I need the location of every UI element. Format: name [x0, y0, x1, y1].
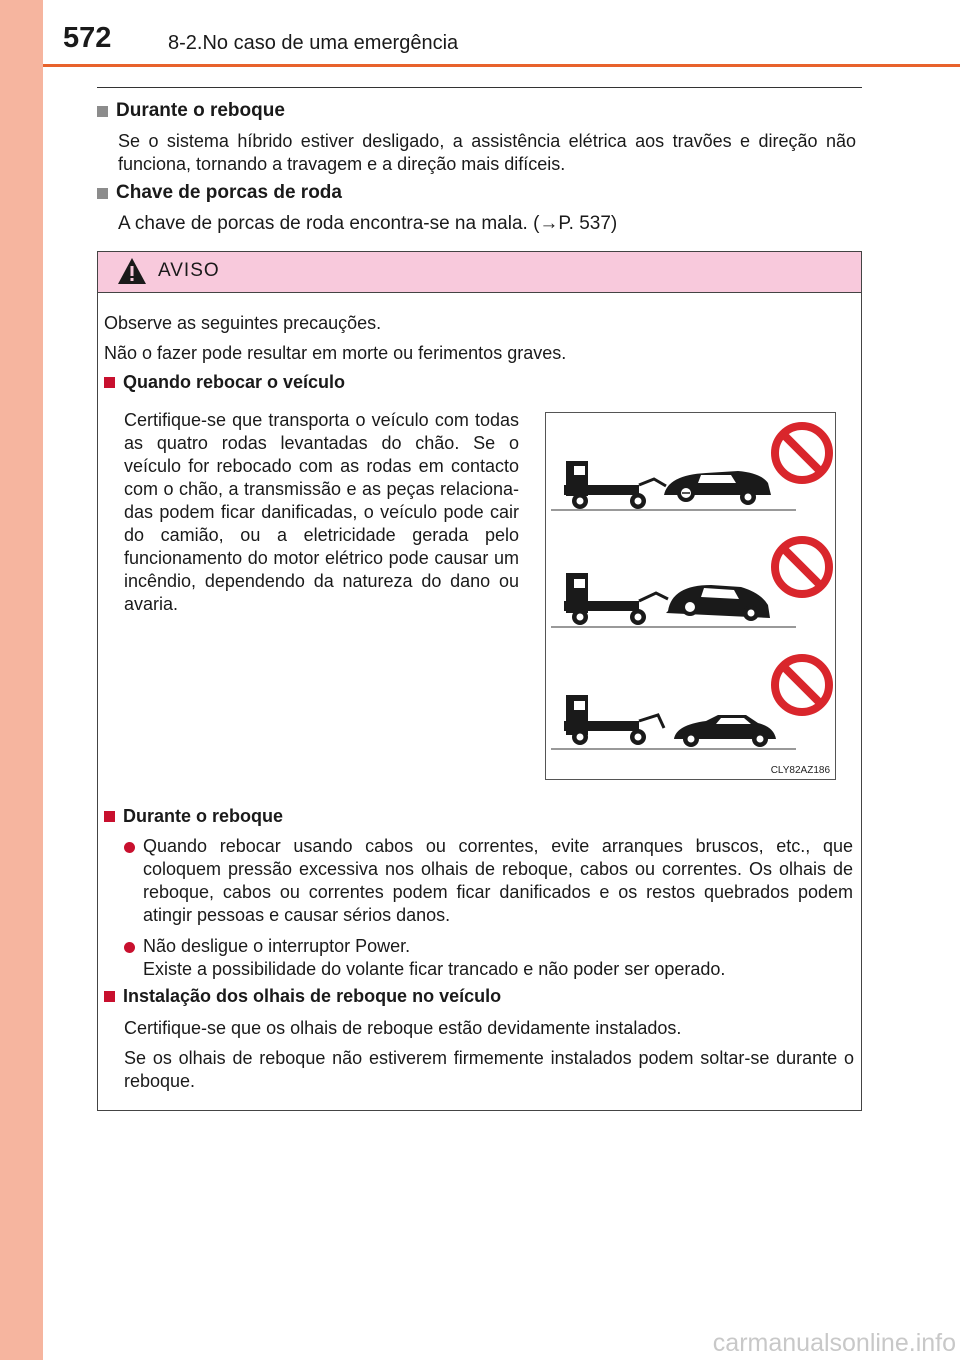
towing-illustration	[545, 412, 836, 780]
warning-subheading-installation	[104, 986, 501, 1007]
tow-row-2	[551, 540, 829, 627]
side-strip	[0, 0, 43, 1360]
tow-row-1	[551, 426, 829, 510]
bullet-line: Não desligue o interruptor Power.	[143, 936, 411, 956]
figure-code: CLY82AZ186	[770, 765, 830, 776]
warning-subheading-towing-vehicle	[104, 372, 345, 393]
warning-intro-1: Observe as seguintes precauções.	[104, 313, 382, 333]
round-bullet-icon	[124, 942, 135, 953]
section-heading-wrench	[97, 182, 342, 204]
square-bullet-icon	[104, 991, 115, 1002]
warning-triangle-icon	[116, 256, 148, 286]
warning-towing-text: Certifique-se que transporta o veículo com todas as quatro rodas levantadas do chão. Se o veículo for rebocado com as rodas em contacto com o chão, a transmissão e as peças relaciona-das podem ficar danificadas, o veículo pode cair do camião, ou a eletricidade gerada pelo funcionamento do motor elétrico pode causar um incêndio, dependendo da natureza do dano ou avaria.	[124, 410, 519, 614]
header-rule	[43, 64, 960, 67]
watermark: carmanualsonline.info	[712, 1329, 956, 1357]
installation-text-1: Certifique-se que os olhais de reboque estão devidamente instalados.	[124, 1018, 682, 1038]
warning-subheading-during-towing	[104, 806, 283, 827]
tow-row-3	[551, 658, 829, 749]
page-number: 572	[63, 22, 112, 54]
section-text: Se o sistema híbrido estiver desligado, a assistência elétrica aos travões e direção não funciona, tornando a travagem e a direção mais difíceis.	[118, 131, 856, 174]
square-bullet-icon	[97, 106, 108, 117]
warning-intro-2: Não o fazer pode resultar em morte ou ferimentos graves.	[104, 343, 567, 363]
section-heading-towing	[97, 100, 285, 122]
section-text	[118, 212, 856, 235]
arrow-icon: →	[539, 213, 559, 234]
warning-bullet-cables: Quando rebocar usando cabos ou correntes, evite arranques bruscos, etc., que coloquem pressão excessiva nos olhais de reboque, cabos ou correntes. Os olhais de reboque, cabos ou correntes podem ficar danificados e os restos quebrados podem atingir pessoas e causar sérios danos.	[143, 836, 853, 925]
warning-label: AVISO	[158, 260, 220, 281]
section-heading-text: Durante o reboque	[116, 100, 285, 121]
subheading-text: Instalação dos olhais de reboque no veículo	[123, 986, 502, 1006]
warning-bullet-power	[143, 935, 853, 981]
towing-methods-graphic	[546, 413, 835, 779]
installation-text-2: Se os olhais de reboque não estiverem firmemente instalados podem soltar-se durante o reboque.	[124, 1048, 854, 1091]
square-bullet-icon	[97, 188, 108, 199]
square-bullet-icon	[104, 377, 115, 388]
square-bullet-icon	[104, 811, 115, 822]
section-divider	[97, 87, 862, 88]
bullet-line: Existe a possibilidade do volante ficar trancado e não poder ser operado.	[143, 959, 726, 979]
subheading-text: Durante o reboque	[123, 806, 284, 826]
warning-box	[97, 251, 862, 1111]
page-reference-link[interactable]: P. 537)	[558, 213, 618, 234]
text-before-ref: A chave de porcas de roda encontra-se na mala. (	[118, 213, 540, 234]
section-heading-text: Chave de porcas de roda	[116, 182, 342, 203]
round-bullet-icon	[124, 842, 135, 853]
chapter-title: 8-2.No caso de uma emergência	[168, 32, 459, 54]
subheading-text: Quando rebocar o veículo	[123, 372, 346, 392]
page-header	[43, 0, 960, 68]
warning-header	[98, 252, 861, 293]
